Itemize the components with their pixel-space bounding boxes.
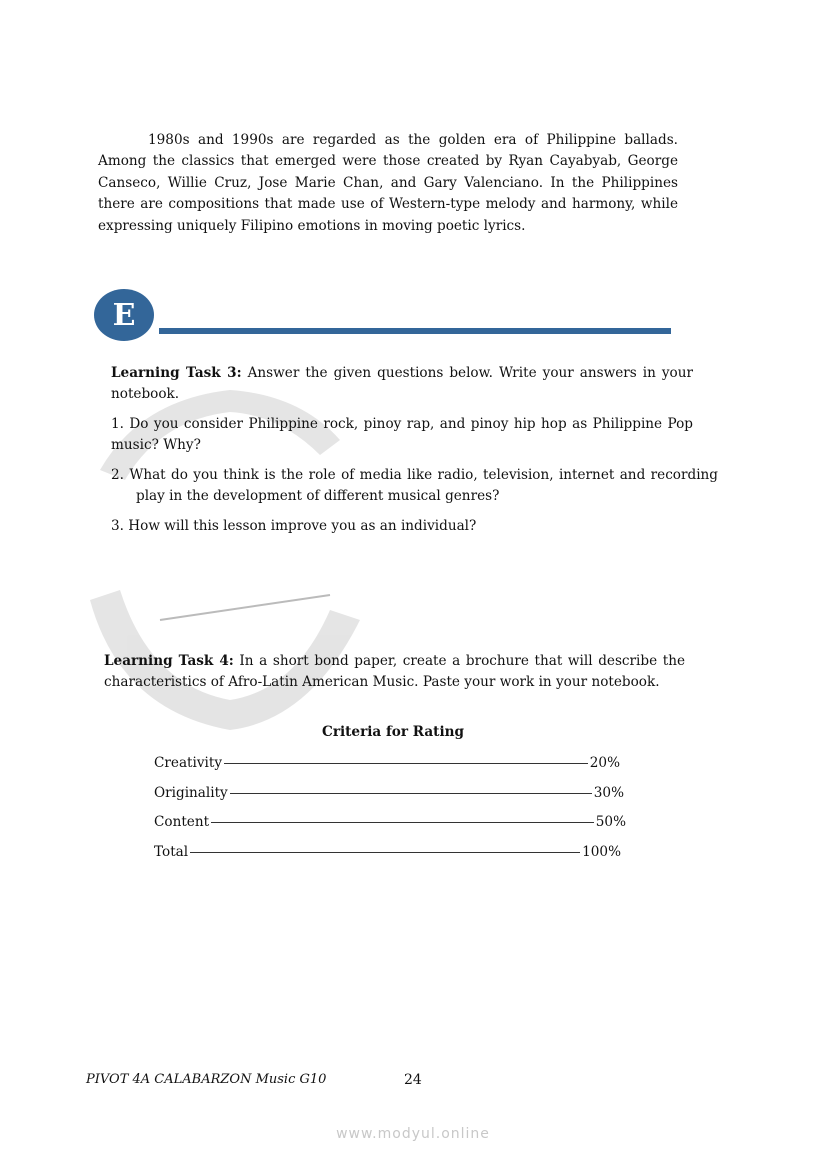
task3-label: Learning Task 3: <box>111 365 242 381</box>
leader-line <box>190 852 580 853</box>
question-2: 2. What do you think is the role of media like radio, television, internet and recording play in the development of different musical genres? <box>111 467 718 505</box>
task3-text: Answer the given questions below. Write your answers in your notebook. <box>111 365 693 403</box>
leader-line <box>224 763 588 764</box>
learning-task-4 <box>104 651 685 694</box>
criteria-name: Total <box>154 844 189 860</box>
section-divider <box>159 328 671 334</box>
criteria-row <box>154 753 620 773</box>
criteria-value: 20% <box>589 755 620 771</box>
question-3: 3. How will this lesson improve you as an individual? <box>111 518 477 534</box>
footer-title: PIVOT 4A CALABARZON Music G10 <box>86 1072 327 1087</box>
criteria-value: 50% <box>595 814 626 830</box>
leader-line <box>211 822 594 823</box>
task4-text: In a short bond paper, create a brochure that will describe the characteristics of Afro-Latin American Music. Paste your work in your notebook. <box>104 653 685 691</box>
criteria-row <box>154 842 621 862</box>
criteria-row <box>154 812 626 832</box>
criteria-value: 30% <box>593 785 624 801</box>
intro-paragraph: 1980s and 1990s are regarded as the golden era of Philippine ballads. Among the classics that emerged were those created by Ryan Cayabyab, George Canseco, Willie Cruz, Jose Marie Chan, and Gary Valenciano. In the Philippines there are compositions that made use of Western-type melody and harmony, while expressing uniquely Filipino emotions in moving poetic lyrics. <box>98 132 678 234</box>
question-1: 1. Do you consider Philippine rock, pinoy rap, and pinoy hip hop as Philippine Pop music? Why? <box>111 416 693 454</box>
leader-line <box>230 793 592 794</box>
learning-task-3 <box>111 363 693 406</box>
site-watermark: www.modyul.online <box>336 1126 490 1142</box>
task4-label: Learning Task 4: <box>104 653 234 669</box>
page-number: 24 <box>404 1072 422 1088</box>
criteria-row <box>154 783 624 803</box>
criteria-name: Creativity <box>154 755 223 771</box>
criteria-value: 100% <box>582 844 621 860</box>
criteria-name: Content <box>154 814 210 830</box>
section-e-badge: E <box>94 289 154 341</box>
criteria-name: Originality <box>154 785 228 801</box>
criteria-title: Criteria for Rating <box>322 724 464 740</box>
